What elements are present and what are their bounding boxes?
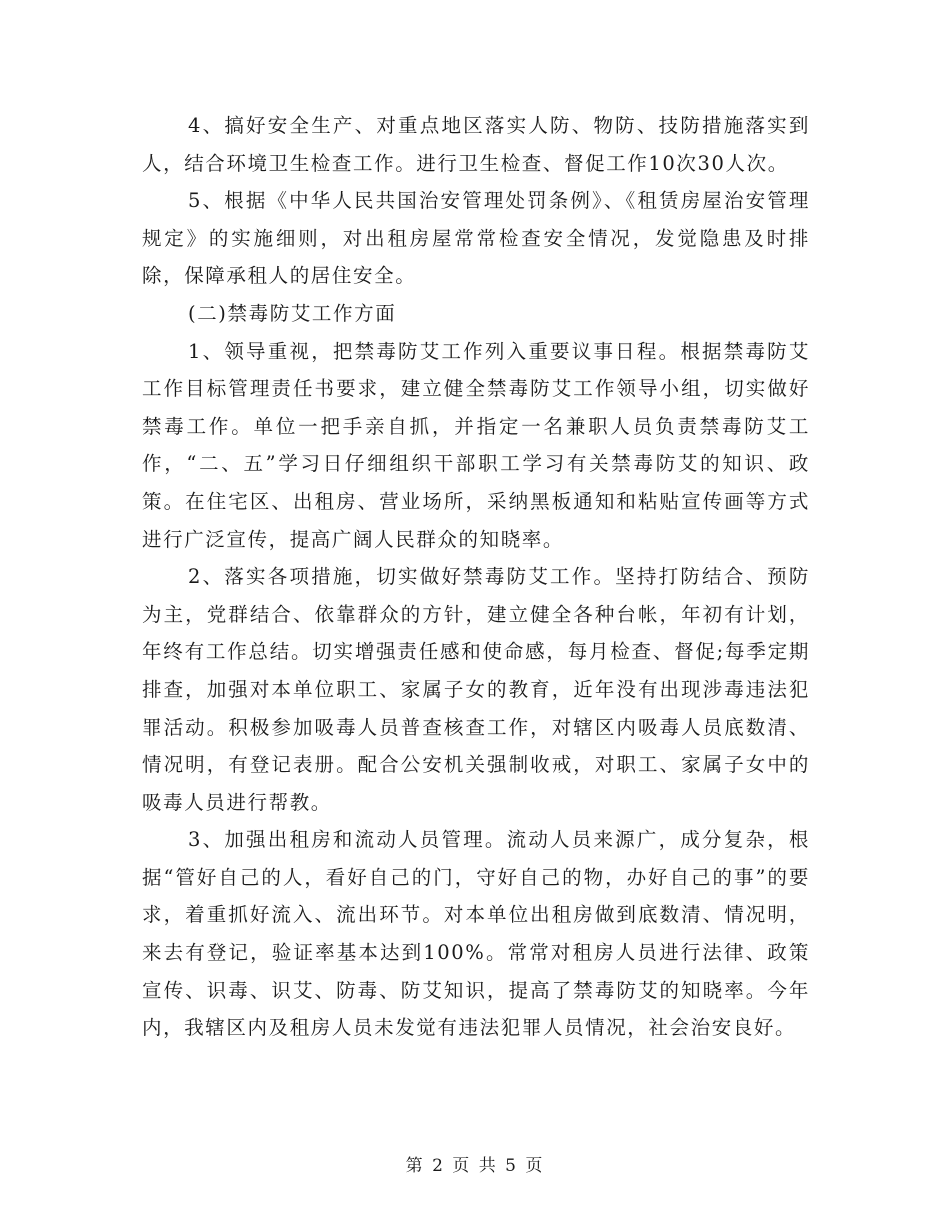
paragraph-rental-management: 3、加强出租房和流动人员管理。流动人员来源广，成分复杂，根据“管好自己的人，看好自己的门，守好自己的物，办好自己的事”的要求，着重抓好流入、流出环节。对本单位出租房做到底数清、情况明，来去有登记，验证率基本达到100%。常常对租房人员进行法律、政策宣传、识毒、识艾、防毒、防艾知识，提高了禁毒防艾的知晓率。今年内，我辖区内及租房人员未发觉有违法犯罪人员情况，社会治安良好。 [142,828,810,1040]
paragraph-item-4: 4、搞好安全生产、对重点地区落实人防、物防、技防措施落实到人，结合环境卫生检查工作。进行卫生检查、督促工作10次30人次。 [142,114,810,175]
document-body [142,107,810,1047]
page-number-footer: 第 2 页 共 5 页 [405,1156,545,1176]
section-heading-anti-drug: (二)禁毒防艾工作方面 [188,301,397,325]
paragraph-item-5: 5、根据《中华人民共国治安管理处罚条例》、《租赁房屋治安管理规定》的实施细则，对出租房屋常常检查安全情况，发觉隐患及时排除，保障承租人的居住安全。 [142,189,810,288]
paragraph-leadership: 1、领导重视，把禁毒防艾工作列入重要议事日程。根据禁毒防艾工作目标管理责任书要求，建立健全禁毒防艾工作领导小组，切实做好禁毒工作。单位一把手亲自抓，并指定一名兼职人员负责禁毒防艾工作，“二、五”学习日仔细组织干部职工学习有关禁毒防艾的知识、政策。在住宅区、出租房、营业场所，采纳黑板通知和粘贴宣传画等方式进行广泛宣传，提高广阔人民群众的知晓率。 [142,339,810,551]
paragraph-measures: 2、落实各项措施，切实做好禁毒防艾工作。坚持打防结合、预防为主，党群结合、依靠群众的方针，建立健全各种台帐，年初有计划，年终有工作总结。切实增强责任感和使命感，每月检查、督促;每季定期排查，加强对本单位职工、家属子女的教育，近年没有出现涉毒违法犯罪活动。积极参加吸毒人员普查核查工作，对辖区内吸毒人员底数清、情况明，有登记表册。配合公安机关强制收戒，对职工、家属子女中的吸毒人员进行帮教。 [142,565,810,814]
